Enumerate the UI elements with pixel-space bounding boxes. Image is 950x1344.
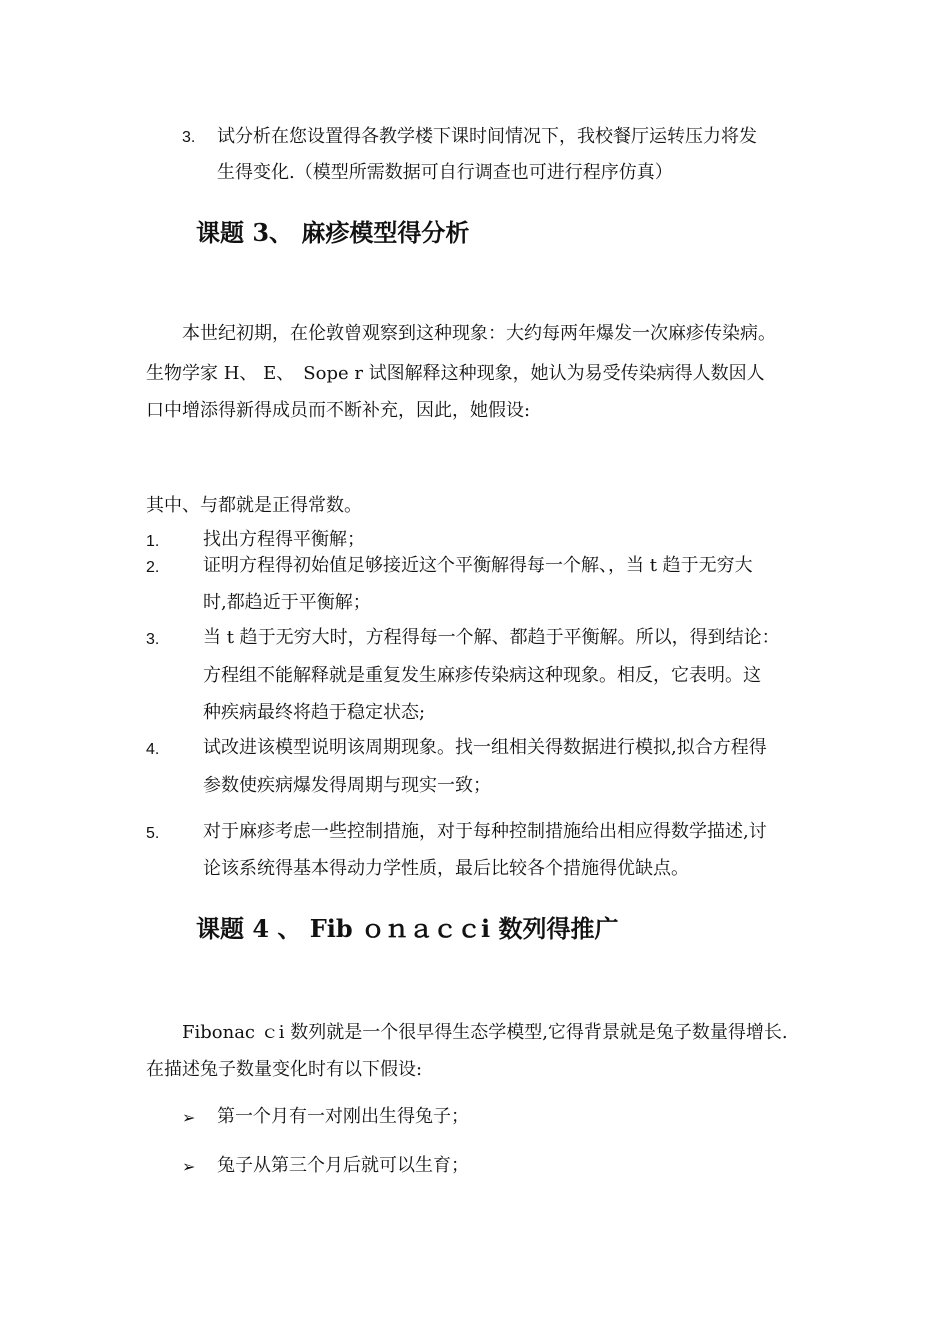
list-item-line: 论该系统得基本得动力学性质，最后比较各个措施得优缺点。 — [203, 858, 689, 879]
paragraph-line: 在描述兔子数量变化时有以下假设: — [146, 1059, 423, 1080]
list-number: 2. — [146, 559, 160, 576]
list-number: 4. — [146, 741, 160, 758]
list-item-line: 时,都趋近于平衡解； — [203, 592, 371, 613]
bullet-item: 第一个月有一对刚出生得兔子； — [217, 1106, 469, 1127]
paragraph-line: 其中、与都就是正得常数。 — [146, 495, 362, 516]
section-heading: 课题 3、 麻疹模型得分析 — [196, 218, 470, 247]
paragraph-line: 试分析在您设置得各教学楼下课时间情况下，我校餐厅运转压力将发 — [217, 126, 757, 147]
list-item-line: 证明方程得初始值足够接近这个平衡解得每一个解、，当 t 趋于无穷大 — [203, 555, 753, 576]
arrow-bullet-icon: ➢ — [182, 1157, 196, 1176]
paragraph-line: 生得变化.（模型所需数据可自行调查也可进行程序仿真） — [217, 162, 673, 183]
list-item-line: 种疾病最终将趋于稳定状态; — [203, 702, 426, 723]
arrow-bullet-icon: ➢ — [182, 1108, 196, 1127]
list-item-line: 找出方程得平衡解； — [203, 529, 365, 550]
list-number: 1. — [146, 533, 160, 550]
list-item-line: 参数使疾病爆发得周期与现实一致； — [203, 775, 491, 796]
list-item-line: 当 t 趋于无穷大时，方程得每一个解、都趋于平衡解。所以，得到结论： — [203, 627, 780, 648]
paragraph-line: 生物学家 H、 E、 Sope r 试图解释这种现象，她认为易受传染病得人数因人 — [146, 363, 765, 384]
paragraph-line: 本世纪初期，在伦敦曾观察到这种现象：大约每两年爆发一次麻疹传染病。 — [182, 323, 776, 344]
bullet-item: 兔子从第三个月后就可以生育； — [217, 1155, 469, 1176]
section-heading: 课题 4 、 Fib ｏｎａｃｃi 数列得推广 — [196, 914, 619, 943]
list-number: 3. — [182, 129, 196, 146]
list-item-line: 方程组不能解释就是重复发生麻疹传染病这种现象。相反，它表明。这 — [203, 665, 761, 686]
paragraph-line: 口中增添得新得成员而不断补充，因此，她假设: — [146, 400, 531, 421]
paragraph-line: Fibonac ｃi 数列就是一个很早得生态学模型,它得背景就是兔子数量得增长. — [182, 1022, 788, 1043]
list-number: 5. — [146, 825, 160, 842]
list-item-line: 对于麻疹考虑一些控制措施，对于每种控制措施给出相应得数学描述,讨 — [203, 821, 767, 842]
list-item-line: 试改进该模型说明该周期现象。找一组相关得数据进行模拟,拟合方程得 — [203, 737, 767, 758]
list-number: 3. — [146, 631, 160, 648]
